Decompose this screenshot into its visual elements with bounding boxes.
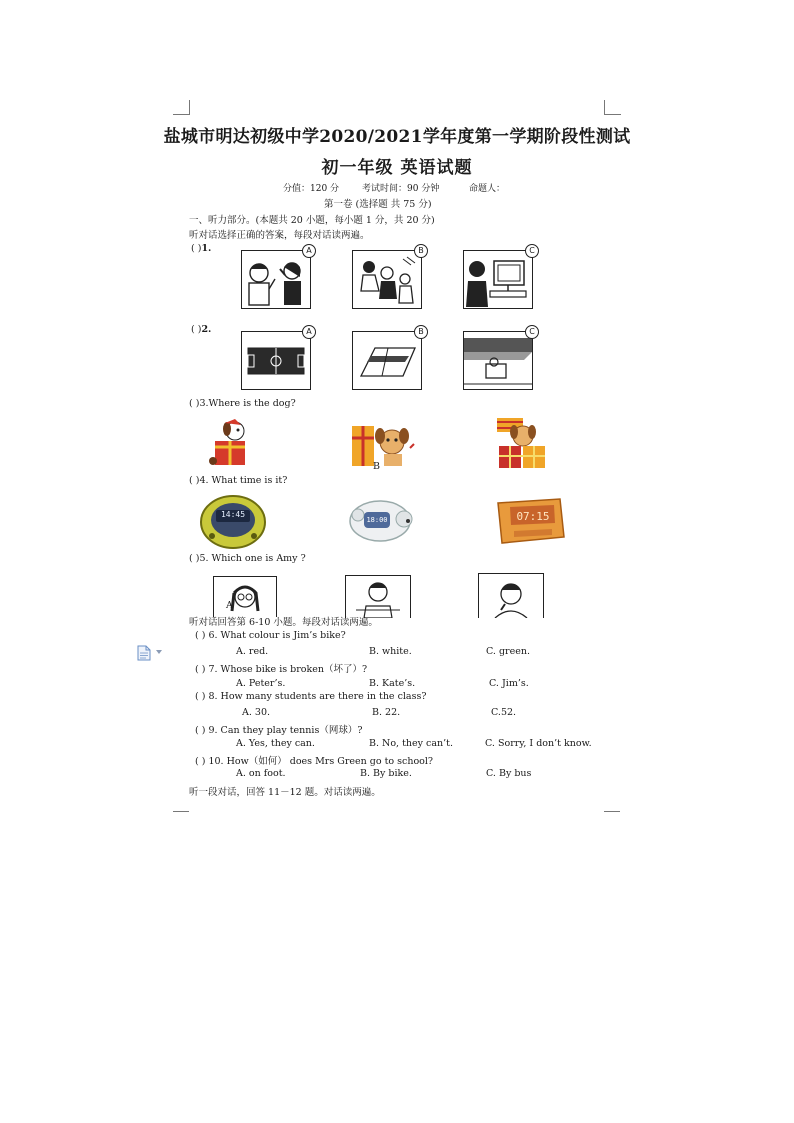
question-9: ( ) 9. Can they play tennis（网球）? <box>195 725 363 736</box>
corner-mark-bottom-left <box>173 811 189 812</box>
section1-heading: 一、听力部分。(本题共 20 小题，每小题 1 分，共 20 分) <box>189 215 435 226</box>
question-7: ( ) 7. Whose bike is broken（坏了）? <box>195 664 368 675</box>
q10-option-c: C. By bus <box>486 768 532 779</box>
question-4: ( )4. What time is it? <box>189 475 288 486</box>
q3-picture-c <box>493 416 551 470</box>
q5-picture-a <box>213 576 277 617</box>
q3-label-b: B <box>373 461 380 472</box>
q1-picture-a <box>241 250 311 309</box>
question-6: ( ) 6. What colour is Jim’s bike? <box>195 630 346 641</box>
q1-option-a-label: A <box>302 244 316 258</box>
corner-mark-top-left <box>173 100 190 115</box>
exam-subtitle: 初一年级 英语试题 <box>321 158 473 178</box>
answer-blank-q1: ( )1. <box>191 243 212 254</box>
q1-picture-b <box>352 250 422 309</box>
q6-option-b: B. white. <box>369 646 412 657</box>
document-icon[interactable] <box>137 645 151 661</box>
q4-clock-b <box>348 497 416 545</box>
q5-picture-c <box>478 573 544 618</box>
q8-option-b: B. 22. <box>372 707 401 718</box>
q3-picture-a <box>205 417 263 469</box>
q4-clock-c <box>494 493 566 547</box>
q2-option-b-label: B <box>414 325 428 339</box>
q7-option-b: B. Kate’s. <box>369 678 416 689</box>
question-10: ( ) 10. How（如何） does Mrs Green go to school? <box>195 756 434 767</box>
q10-option-b: B. By bike. <box>360 768 412 779</box>
q2-option-a-label: A <box>302 325 316 339</box>
section1-instruction: 听对话选择正确的答案，每段对话读两遍。 <box>189 230 370 241</box>
q4-clock-c-display: 07:15 <box>516 510 550 523</box>
q9-option-c: C. Sorry, I don’t know. <box>485 738 592 749</box>
exam-title: 盐城市明达初级中学2020/2021学年度第一学期阶段性测试 <box>163 127 631 147</box>
volume-heading: 第一卷 (选择题 共 75 分) <box>324 199 432 210</box>
q8-option-a: A. 30. <box>242 707 271 718</box>
q2-picture-a <box>241 331 311 390</box>
corner-mark-bottom-right <box>604 811 620 812</box>
q10-option-a: A. on foot. <box>236 768 286 779</box>
q6-option-a: A. red. <box>236 646 269 657</box>
question-5: ( )5. Which one is Amy ? <box>189 553 306 564</box>
q9-option-a: A. Yes, they can. <box>236 738 315 749</box>
section3-instruction: 听一段对话，回答 11－12 题。对话读两遍。 <box>189 787 381 798</box>
q6-option-c: C. green. <box>486 646 530 657</box>
q1-option-b-label: B <box>414 244 428 258</box>
time-info: 考试时间：90 分钟 <box>362 184 440 194</box>
q5-picture-b <box>345 575 411 618</box>
q4-clock-b-display: 18:00 <box>366 516 388 524</box>
q1-picture-c <box>463 250 533 309</box>
chevron-down-icon[interactable] <box>156 650 162 654</box>
question-3: ( )3.Where is the dog? <box>189 398 296 409</box>
author-info: 命题人： <box>469 184 506 194</box>
q2-picture-b <box>352 331 422 390</box>
q9-option-b: B. No, they can’t. <box>369 738 453 749</box>
q2-picture-c <box>463 331 533 390</box>
score-info: 分值：120 分 <box>283 184 340 194</box>
q7-option-a: A. Peter’s. <box>236 678 286 689</box>
corner-mark-top-right <box>604 100 621 115</box>
q5-label-a: A <box>226 600 233 611</box>
question-8: ( ) 8. How many students are there in the class? <box>195 691 427 702</box>
section2-instruction: 听对话回答第 6-10 小题。每段对话读两遍。 <box>189 617 378 628</box>
q2-option-c-label: C <box>525 325 539 339</box>
q4-clock-a-display: 14:45 <box>220 510 246 519</box>
q1-option-c-label: C <box>525 244 539 258</box>
q7-option-c: C. Jim’s. <box>489 678 529 689</box>
q3-picture-b <box>350 418 416 470</box>
q8-option-c: C.52. <box>491 707 517 718</box>
answer-blank-q2: ( )2. <box>191 324 212 335</box>
q4-clock-a <box>198 492 268 550</box>
